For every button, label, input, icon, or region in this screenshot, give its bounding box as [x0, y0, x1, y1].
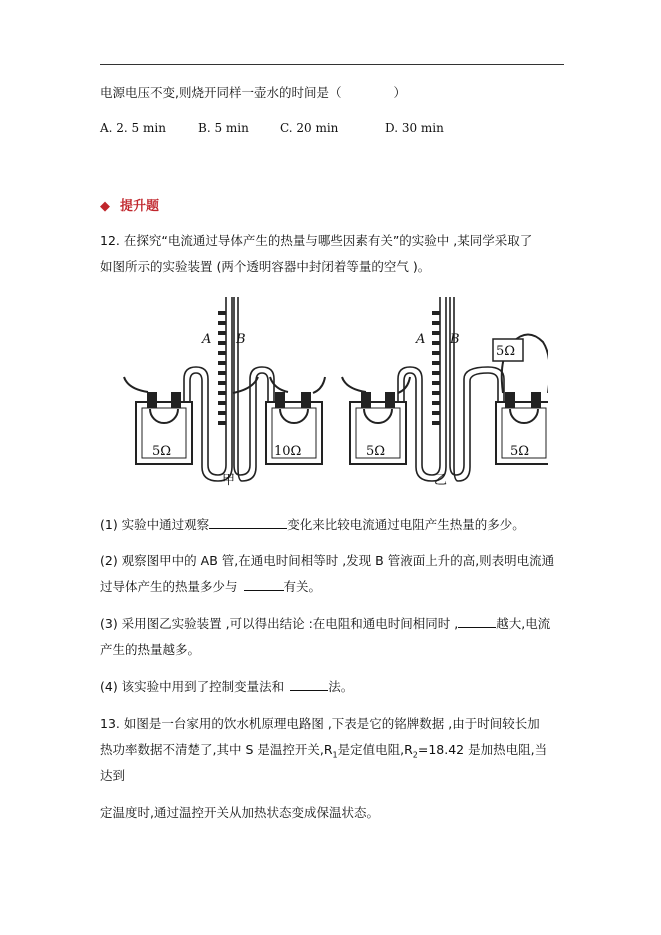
answer-blank-1[interactable] [209, 515, 287, 529]
q12-part4 [100, 677, 353, 697]
q12-part3-a: (3) 采用图乙实验装置 ,可以得出结论 :在电阻和通电时间相同时 , [100, 616, 459, 631]
option-b: B. 5 min [198, 121, 249, 135]
q12-part2-line1: (2) 观察图甲中的 AB 管,在通电时间相等时 ,发现 B 管液面上升的高,则表明电流通 [100, 553, 555, 568]
diamond-icon: ◆ [100, 199, 110, 214]
q12-part2-b: 有关。 [283, 579, 322, 594]
q11-close-paren: ） [393, 85, 406, 100]
option-d: D. 30 min [385, 121, 444, 135]
answer-blank-4[interactable] [290, 677, 328, 691]
resistor-label: 5Ω [152, 444, 172, 459]
q11-stem [100, 83, 406, 103]
wire [342, 377, 366, 392]
resistor-coil [150, 409, 178, 423]
resistor-label: 5Ω [366, 444, 386, 459]
wire [313, 377, 325, 393]
answer-blank-3[interactable] [458, 614, 496, 628]
q13-line2-b: 是定值电阻,R [337, 742, 413, 757]
section-heading [100, 195, 159, 214]
q12-part3-line2: 产生的热量越多。 [100, 642, 201, 657]
figure-label-jia: 甲 [222, 473, 236, 488]
u-tube-b-inner [238, 297, 268, 481]
q12-part2-a: 过导体产生的热量多少与 [100, 579, 238, 594]
tube-label-b: B [450, 332, 460, 347]
u-tube-b-inner [454, 297, 498, 481]
figure-label-yi: 乙 [434, 473, 448, 488]
resistor-label: 10Ω [274, 444, 302, 459]
answer-blank-2[interactable] [244, 577, 284, 591]
tube-label-a: A [416, 332, 426, 347]
q12-stem-line2: 如图所示的实验装置 (两个透明容器中封闭着等量的空气 )。 [100, 259, 431, 274]
section-title: 提升题 [120, 199, 160, 214]
header-rule [100, 64, 564, 65]
wire [124, 377, 148, 392]
wire [233, 377, 258, 393]
terminal [532, 393, 540, 407]
q13-line2-a: 热功率数据不清楚了,其中 S 是温控开关,R [100, 742, 333, 757]
r1-subscript: 1 [332, 750, 338, 760]
q12-part4-b: 法。 [328, 679, 354, 694]
q12-part3-b: 越大,电流 [496, 616, 551, 631]
terminal [302, 393, 310, 407]
q13-line3: 达到 [100, 768, 126, 783]
tube-label-b: B [236, 332, 246, 347]
terminal [506, 393, 514, 407]
resistor-coil [510, 409, 538, 423]
q13-line4: 定温度时,通过温控开关从加热状态变成保温状态。 [100, 805, 379, 820]
external-resistor-label: 5Ω [496, 344, 516, 359]
tube-label-a: A [202, 332, 212, 347]
resistor-coil [280, 409, 308, 423]
q12-part1-b: 变化来比较电流通过电阻产生热量的多少。 [287, 517, 525, 532]
q12-part1-a: (1) 实验中通过观察 [100, 517, 210, 532]
q12-part1 [100, 515, 525, 535]
r2-subscript: 2 [412, 750, 418, 760]
resistor-coil [364, 409, 392, 423]
q12-part4-a: (4) 该实验中用到了控制变量法和 [100, 679, 285, 694]
q13-line2 [100, 740, 547, 766]
q12-part3-line1 [100, 614, 550, 634]
option-a: A. 2. 5 min [100, 121, 166, 135]
terminal [172, 393, 180, 407]
experiment-figure [118, 297, 548, 492]
q12-part2-line2 [100, 577, 321, 597]
terminal [362, 393, 370, 407]
q12-stem-line1: 12. 在探究“电流通过导体产生的热量与哪些因素有关”的实验中 ,某同学采取了 [100, 233, 533, 248]
terminal [276, 393, 284, 407]
q13-line2-c: =18.42 是加热电阻,当 [417, 742, 548, 757]
option-c: C. 20 min [280, 121, 339, 135]
q13-line1: 13. 如图是一台家用的饮水机原理电路图 ,下表是它的铭牌数据 ,由于时间较长加 [100, 716, 540, 731]
wire [270, 377, 288, 392]
resistor-label: 5Ω [510, 444, 530, 459]
terminal [148, 393, 156, 407]
q11-text: 电源电压不变,则烧开同样一壶水的时间是（ [100, 85, 342, 100]
terminal [386, 393, 394, 407]
